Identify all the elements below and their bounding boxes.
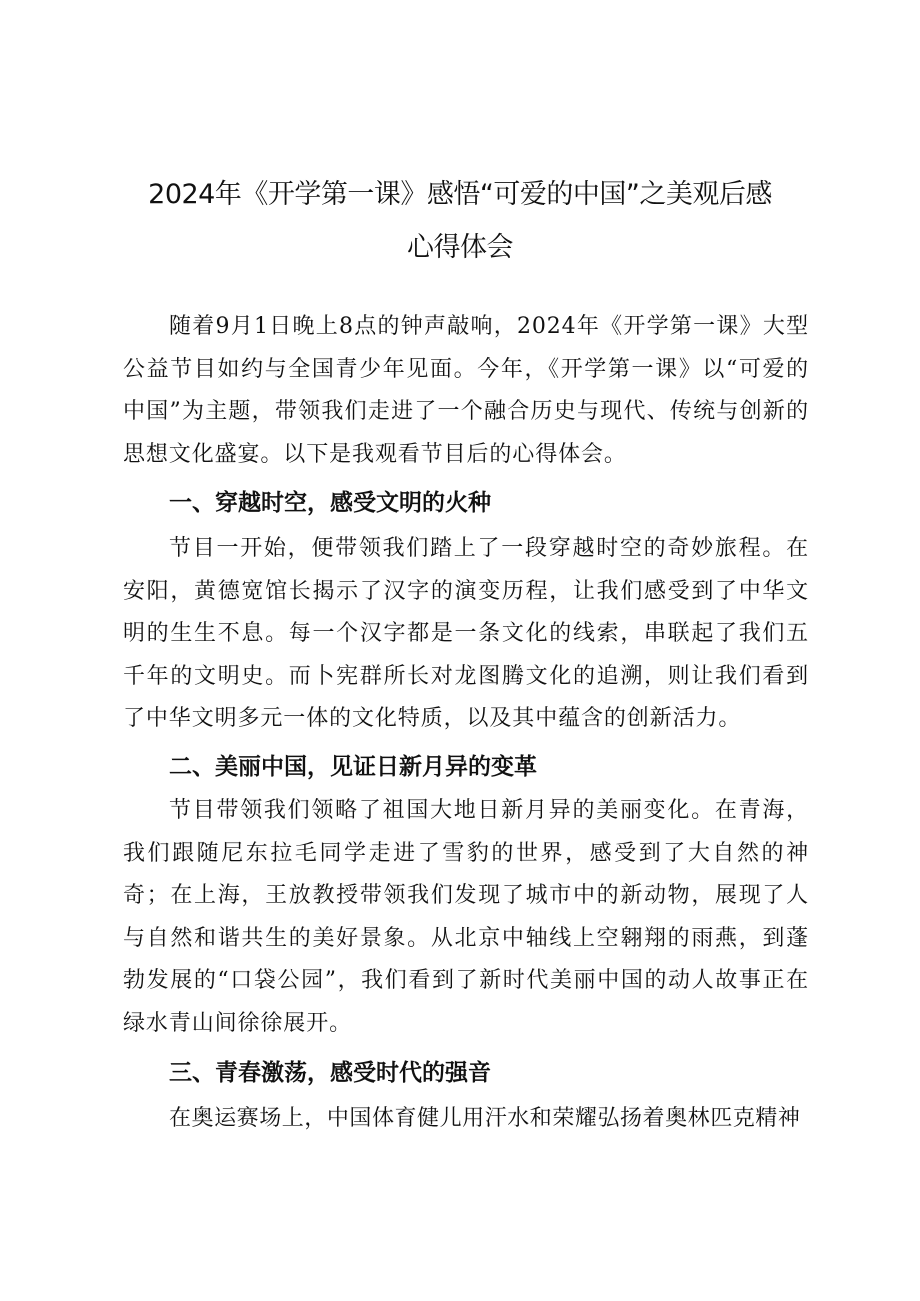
- section-body-1: 节目一开始，便带领我们踏上了一段穿越时空的奇妙旅程。在安阳，黄德宽馆长揭示了汉字的演变历程，让我们感受到了中华文明的生生不息。每一个汉字都是一条文化的线索，串联起了我们五千年的文明史。而卜宪群所长对龙图腾文化的追溯，则让我们看到了中华文明多元一体的文化特质，以及其中蕴含的创新活力。: [123, 536, 809, 732]
- section-heading-1: 一、穿越时空，感受文明的火种: [169, 490, 491, 516]
- section-body-2: 节目带领我们领略了祖国大地日新月异的美丽变化。在青海，我们跟随尼东拉毛同学走进了雪豹的世界，感受到了大自然的神奇；在上海，王放教授带领我们发现了城市中的新动物，展现了人与自然和谐共生的美好景象。从北京中轴线上空翱翔的雨燕，到蓬勃发展的“口袋公园”，我们看到了新时代美丽中国的动人故事正在绿水青山间徐徐展开。: [123, 798, 809, 1036]
- document-title-line-2: 心得体会: [407, 232, 513, 263]
- section-heading-2: 二、美丽中国，见证日新月异的变革: [169, 754, 537, 780]
- document-title-line-1: 2024年《开学第一课》感悟“可爱的中国”之美观后感: [148, 179, 772, 210]
- section-heading-3: 三、青春激荡，感受时代的强音: [169, 1060, 491, 1086]
- section-body-3: 在奥运赛场上，中国体育健儿用汗水和荣耀弘扬着奥林匹克精神: [169, 1106, 801, 1131]
- intro-paragraph: 随着9月1日晚上8点的钟声敲响，2024年《开学第一课》大型公益节目如约与全国青少年见面。今年，《开学第一课》以“可爱的中国”为主题，带领我们走进了一个融合历史与现代、传统与创新的思想文化盛宴。以下是我观看节目后的心得体会。: [123, 314, 809, 467]
